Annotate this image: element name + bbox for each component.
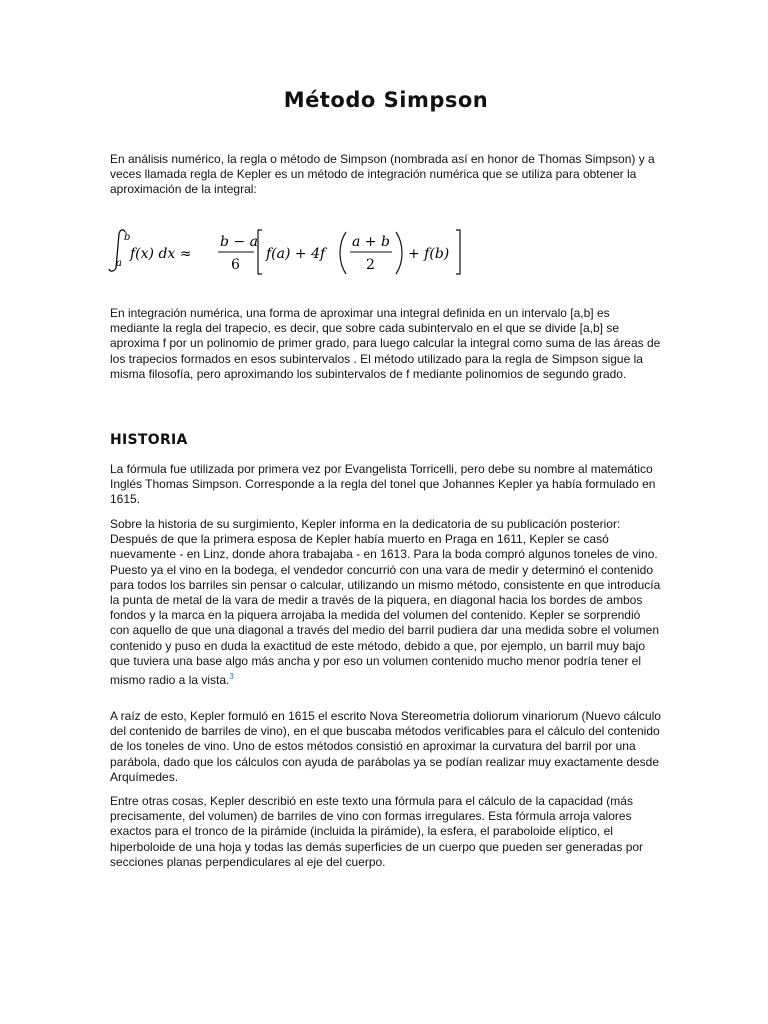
inner-denominator: 2 <box>366 257 375 273</box>
right-bracket <box>456 230 460 274</box>
section-heading-historia: HISTORIA <box>110 432 188 448</box>
formula-term1: f(a) + 4f <box>266 246 326 262</box>
left-bracket <box>258 230 262 274</box>
integrand: f(x) dx ≈ <box>130 246 192 262</box>
simpson-formula <box>106 222 486 282</box>
history-paragraph-2-text: Sobre la historia de su surgimiento, Kepler informa en la dedicatoria de su publicación posterior: Después de que la primera esposa de Kepler había muerto en Praga en 1611, Kepler se casó nuevamente - en Linz, donde ahora trabajaba - en 1613. Para la boda compró algunos toneles de vino. Puesto ya el vino en la bodega, el vendedor concurrió con una vara de medir y determinó el contenido para todos los barriles sin pensar o calcular, utilizando un mismo método, consistente en que introducía la punta de metal de la vara de medir a través de la piquera, en diagonal hacia los bordes de ambos fondos y la marca en la piquera arrojaba la medida del volumen del contenido. Kepler se sorprendió con aquello de que una diagonal a través del medio del barril pudiera dar una medida sobre el volumen contenido y puso en duda la exactitud de este método, debido a que, por ejemplo, un barril muy bajo que tuviera una base algo más ancha y por eso un volumen contenido mucho menor podría tener el mismo radio a la vista. <box>110 517 661 688</box>
left-paren <box>340 232 346 274</box>
history-paragraph-1: La fórmula fue utilizada por primera vez por Evangelista Torricelli, pero debe su nombre al matemático Inglés Thomas Simpson. Corresponde a la regla del tonel que Johannes Kepler ya había formulado en 1615. <box>110 462 656 507</box>
formula-term3: + f(b) <box>408 246 450 262</box>
footnote-link[interactable]: 3 <box>229 672 234 682</box>
page-title: Método Simpson <box>283 88 489 112</box>
inner-numerator: a + b <box>352 234 390 250</box>
fraction-numerator: b − a <box>220 234 258 250</box>
right-paren <box>396 232 402 274</box>
trapezoid-paragraph: En integración numérica, una forma de aproximar una integral definida en un intervalo [a,b] es mediante la regla del trapecio, es decir, que sobre cada subintervalo en el que se divide [a,b] se aproxima f por un polinomio de primer grado, para luego calcular la integral como suma de las áreas de los trapecios formados en esos subintervalos . El método utilizado para la regla de Simpson sigue la misma filosofía, pero aproximando los subintervalos de f mediante polinomios de segundo grado. <box>110 306 661 381</box>
intro-paragraph: En análisis numérico, la regla o método de Simpson (nombrada así en honor de Thomas Simpson) y a veces llamada regla de Kepler es un método de integración numérica que se utiliza para obtener la aproximación de la integral: <box>110 152 655 197</box>
fraction-denominator: 6 <box>231 257 240 273</box>
history-paragraph-2 <box>110 517 662 688</box>
upper-limit: b <box>124 232 131 243</box>
history-paragraph-3: A raíz de esto, Kepler formuló en 1615 el escrito Nova Stereometria doliorum vinariorum (Nuevo cálculo del contenido de barriles de vino), en el que buscaba métodos verificables para el cálculo del contenido de los toneles de vino. Uno de estos métodos consistió en aproximar la curvatura del barril por una parábola, dado que los cálculos con ayuda de parábolas ya se podían realizar muy exactamente desde Arquímedes. <box>110 709 661 784</box>
formula-graphic <box>106 222 486 282</box>
history-paragraph-4: Entre otras cosas, Kepler describió en este texto una fórmula para el cálculo de la capacidad (más precisamente, del volumen) de barriles de vino con formas irregulares. Esta fórmula arroja valores exactos para el tronco de la pirámide (incluida la pirámide), la esfera, el paraboloide elíptico, el hiperboloide de una hoja y todas las demás superficies de un cuerpo que pueden ser generadas por secciones planas perpendiculares al eje del cuerpo. <box>110 794 644 869</box>
lower-limit: a <box>116 258 122 269</box>
